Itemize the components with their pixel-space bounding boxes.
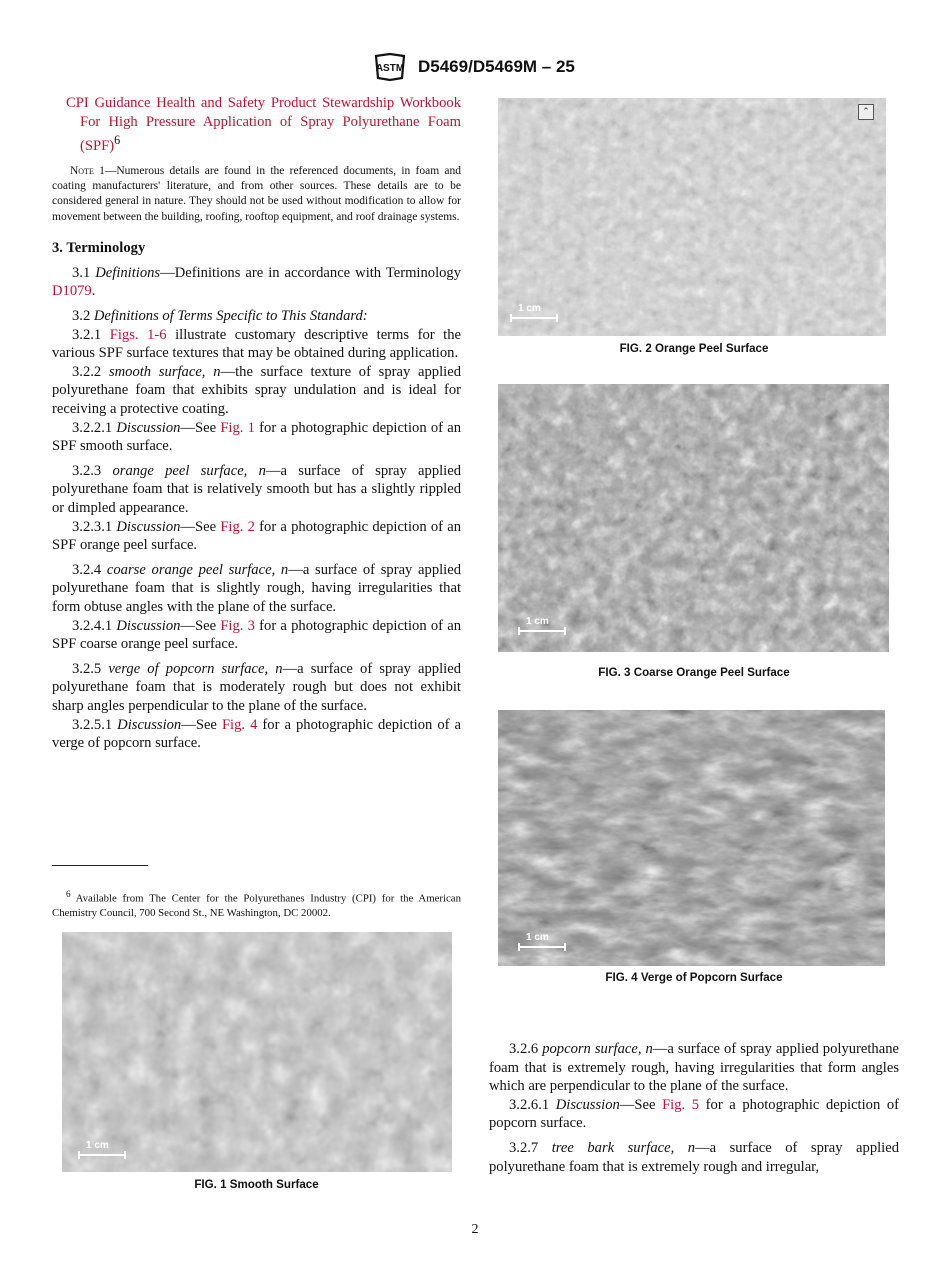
para-num: 3.2.2	[72, 363, 109, 380]
para-3-2-6	[489, 1040, 899, 1096]
scale-label: 1 cm	[526, 616, 549, 627]
para-term: Discussion	[116, 518, 181, 535]
fig-1-link[interactable]: Fig. 1	[220, 419, 255, 436]
para-term: smooth surface, n	[108, 363, 221, 380]
fig-1-image	[62, 932, 452, 1172]
fig-5-link[interactable]: Fig. 5	[662, 1096, 700, 1113]
fig-3-image	[498, 384, 889, 652]
para-num: 3.2	[72, 308, 94, 325]
reference-entry	[52, 94, 461, 156]
para-text: for a photographic depiction of popcorn surface.	[489, 1096, 900, 1132]
para-3-2-2	[52, 363, 461, 419]
para-3-2-4	[52, 561, 461, 617]
para-3-2-5-1	[52, 716, 461, 753]
para-num: 3.2.3.1	[72, 518, 117, 535]
para-num: 3.1	[72, 264, 96, 281]
verge-of-popcorn-texture	[498, 710, 885, 966]
para-3-2-7	[489, 1139, 899, 1176]
para-num: 3.2.2.1	[72, 419, 117, 436]
para-3-1	[52, 264, 461, 301]
para-text: —the surface texture of spray applied polyurethane foam that exhibits spray undulation and is ideal for receiving a protective coating.	[52, 363, 461, 418]
para-term: orange peel surface, n	[112, 462, 266, 479]
footnote-6	[52, 887, 461, 922]
para-term: verge of popcorn surface, n	[108, 660, 283, 677]
section-heading: 3. Terminology	[52, 240, 146, 257]
fig-2-image	[498, 98, 886, 336]
left-column	[52, 94, 461, 753]
para-pre: —See	[619, 1096, 663, 1113]
fig-3-link[interactable]: Fig. 3	[220, 617, 255, 634]
coarse-orange-peel-texture	[498, 384, 889, 652]
para-text: for a photographic depiction of an SPF smooth surface.	[52, 419, 462, 455]
para-3-2	[52, 307, 461, 326]
para-num: 3.2.7	[509, 1139, 552, 1156]
page-header	[370, 52, 575, 82]
designation: D5469/D5469M – 25	[418, 57, 575, 76]
footnote-text: Available from The Center for the Polyurethanes Industry (CPI) for the American Chemistry Council, 700 Second St., NE Washington, DC 20002.	[52, 892, 461, 920]
scale-label: 1 cm	[86, 1140, 109, 1151]
fig-2-scale-bar	[510, 303, 558, 322]
para-text: —a surface of spray applied polyurethane foam that is moderately rough but does not exhibit sharp angles perpendicular to the plane of the surface.	[52, 660, 461, 714]
para-num: 3.2.6.1	[509, 1096, 556, 1113]
para-text: for a photographic depiction of a verge of popcorn surface.	[52, 716, 462, 752]
para-num: 3.2.3	[72, 462, 113, 479]
para-text: —Definitions are in accordance with Terminology	[160, 264, 462, 281]
para-term: coarse orange peel surface, n	[106, 561, 289, 578]
para-text: for a photographic depiction of an SPF orange peel surface.	[52, 518, 462, 554]
para-text: —a surface of spray applied polyurethane foam that is extremely rough and irregular,	[489, 1139, 900, 1175]
page-number: 2	[471, 1222, 479, 1237]
para-pre: —See	[180, 419, 221, 436]
note-text: Numerous details are found in the referenced documents, in foam and coating manufacturers' literature, and from other sources. These details are to be considered general in nature. They should not be used without modification to allow for movement between the building, roofing, rooftop equipment, and roof drainage systems.	[52, 164, 461, 223]
fig-2-link[interactable]: Fig. 2	[220, 518, 255, 535]
para-term: Discussion	[117, 716, 182, 733]
fig-4-caption: FIG. 4 Verge of Popcorn Surface	[605, 971, 783, 984]
para-3-2-1	[52, 326, 461, 363]
para-num: 3.2.4	[72, 561, 107, 578]
para-3-2-3	[52, 462, 461, 518]
para-3-2-5	[52, 660, 461, 716]
para-num: 3.2.6	[509, 1041, 543, 1057]
logo-lettering: ASTM	[375, 63, 405, 74]
para-text: —a surface of spray applied polyurethane foam that is relatively smooth but has a slightly rippled or dimpled appearance.	[52, 462, 461, 516]
para-pre: —See	[181, 716, 222, 733]
para-text: for a photographic depiction of an SPF coarse orange peel surface.	[52, 617, 462, 653]
note-1	[52, 164, 461, 226]
para-term: Definitions of Terms Specific to This Standard:	[93, 308, 368, 325]
para-3-2-3-1	[52, 518, 461, 555]
para-num: 3.2.1	[72, 326, 110, 343]
d1079-link[interactable]: D1079	[52, 283, 92, 300]
footnote-rule	[52, 865, 148, 866]
para-3-2-6-1	[489, 1096, 899, 1133]
fig-4-image	[498, 710, 885, 966]
footnote-num: 6	[66, 888, 71, 899]
orange-peel-texture	[498, 98, 886, 336]
astm-logo-icon	[370, 52, 410, 82]
cpi-title-link[interactable]: Health and Safety Product Stewardship Workbook For High Pressure Application of Spray Polyurethane Foam (SPF)	[80, 95, 461, 155]
para-num: 3.2.4.1	[72, 617, 117, 634]
scale-label: 1 cm	[518, 303, 541, 314]
para-text: —a surface of spray applied polyurethane foam that is slightly rough, having irregularities that form obtuse angles with the plane of the surface.	[52, 561, 462, 615]
fig-3-scale-bar	[518, 616, 566, 635]
note-label: Note	[70, 164, 94, 177]
para-num: 3.2.5	[72, 660, 109, 677]
para-pre: —See	[180, 518, 221, 535]
para-term: tree bark surface, n	[551, 1139, 696, 1156]
fig-3-caption: FIG. 3 Coarse Orange Peel Surface	[598, 666, 790, 679]
para-end: .	[91, 283, 96, 300]
figs-1-6-link[interactable]: Figs. 1-6	[109, 326, 167, 343]
fig-4-scale-bar	[518, 932, 566, 951]
para-3-2-2-1	[52, 419, 461, 456]
fig-2-caption: FIG. 2 Orange Peel Surface	[619, 342, 769, 355]
note-number: 1—	[99, 164, 117, 177]
para-num: 3.2.5.1	[72, 716, 118, 733]
right-column	[489, 1040, 899, 1176]
image-corner-icon: ⌃	[858, 104, 874, 120]
para-text: illustrate customary descriptive terms for the various SPF surface textures that may be obtained during application.	[52, 326, 462, 362]
para-pre: —See	[180, 617, 221, 634]
para-text: —a surface of spray applied polyurethane foam that is extremely rough, having irregularities that form angles which are perpendicular to the plane of the surface.	[489, 1041, 899, 1095]
para-term: Discussion	[116, 617, 181, 634]
scale-label: 1 cm	[526, 932, 549, 943]
fig-1-scale-bar	[78, 1140, 126, 1159]
para-term: Discussion	[555, 1096, 620, 1113]
fig-1-caption: FIG. 1 Smooth Surface	[194, 1178, 319, 1191]
footnote-marker: 6	[114, 133, 121, 148]
para-3-2-4-1	[52, 617, 461, 654]
cpi-ref-link[interactable]: CPI Guidance	[66, 95, 151, 111]
fig-4-link[interactable]: Fig. 4	[221, 716, 258, 733]
para-term: Discussion	[116, 419, 181, 436]
para-term: Definitions	[95, 264, 161, 281]
smooth-surface-texture	[62, 932, 452, 1172]
para-term: popcorn surface, n	[542, 1041, 653, 1057]
